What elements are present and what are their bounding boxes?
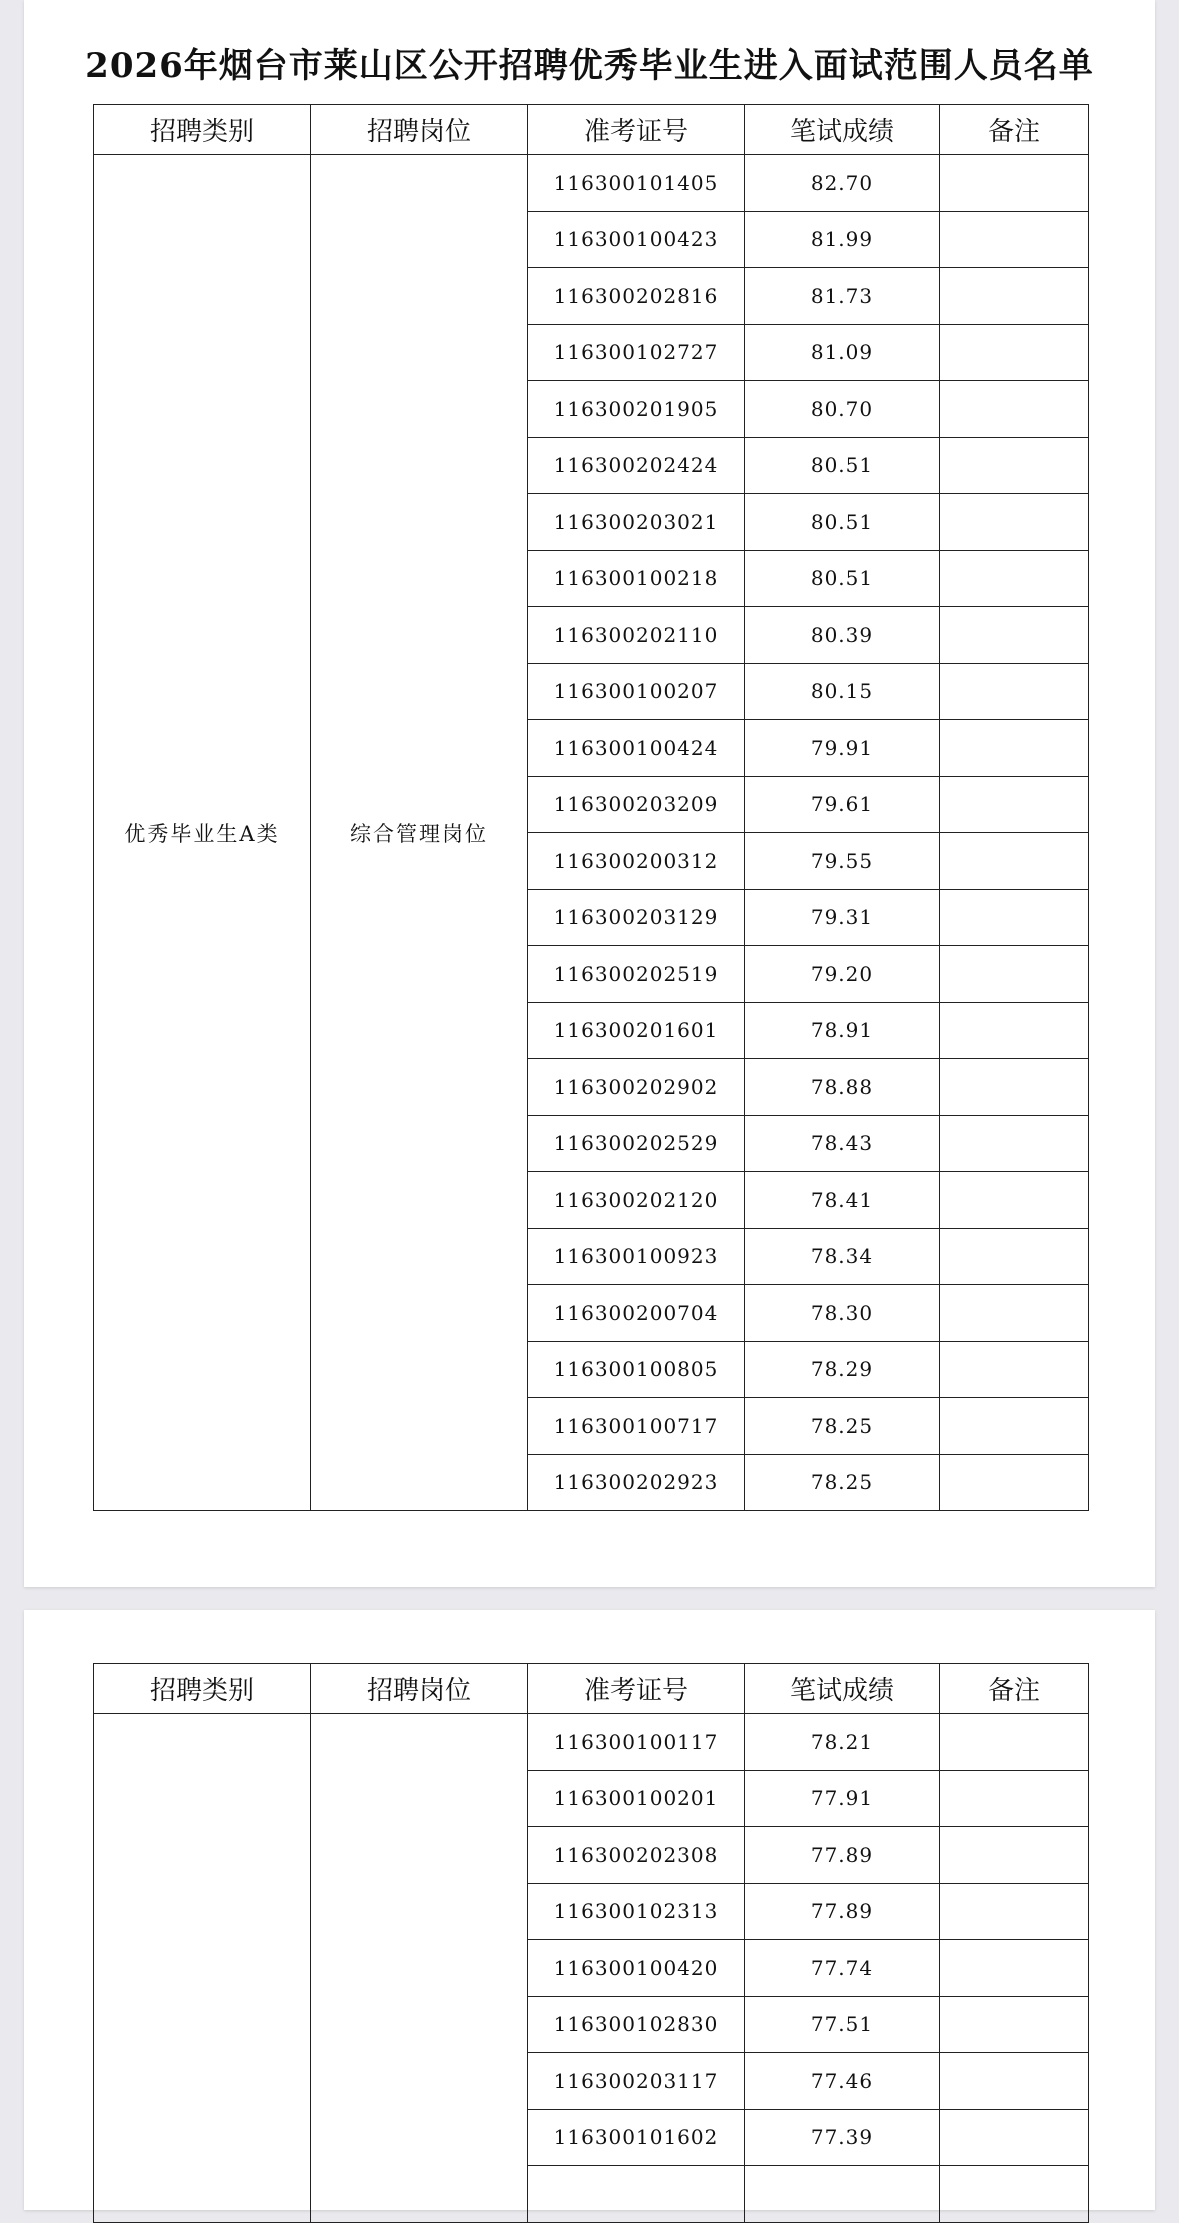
exam-id-cell: 116300202519	[528, 946, 745, 1003]
exam-id-cell: 116300100201	[528, 1770, 745, 1827]
score-cell: 79.31	[745, 889, 940, 946]
score-cell: 80.70	[745, 381, 940, 438]
score-cell: 81.99	[745, 211, 940, 268]
score-cell: 80.15	[745, 663, 940, 720]
candidate-table-continued	[93, 1663, 1089, 2223]
exam-id-cell: 116300100423	[528, 211, 745, 268]
exam-id-cell: 116300100717	[528, 1398, 745, 1455]
remarks-cell	[940, 2166, 1089, 2223]
exam-id-cell: 116300202308	[528, 1827, 745, 1884]
score-cell: 77.89	[745, 1827, 940, 1884]
document-page-2	[24, 1610, 1155, 2210]
exam-id-cell: 116300202110	[528, 607, 745, 664]
score-cell: 82.70	[745, 155, 940, 212]
remarks-cell	[940, 2109, 1089, 2166]
remarks-cell	[940, 1454, 1089, 1511]
exam-id-cell: 116300202529	[528, 1115, 745, 1172]
remarks-cell	[940, 211, 1089, 268]
remarks-cell	[940, 1002, 1089, 1059]
remarks-cell	[940, 1827, 1089, 1884]
exam-id-cell: 116300200704	[528, 1285, 745, 1342]
header-category: 招聘类别	[94, 1664, 311, 1714]
category-cell: 优秀毕业生A类	[94, 155, 311, 1511]
table-header-row	[94, 1664, 1089, 1714]
exam-id-cell: 116300203117	[528, 2053, 745, 2110]
exam-id-cell: 116300102313	[528, 1883, 745, 1940]
exam-id-cell: 116300100207	[528, 663, 745, 720]
remarks-cell	[940, 1940, 1089, 1997]
remarks-cell	[940, 607, 1089, 664]
score-cell: 78.29	[745, 1341, 940, 1398]
exam-id-cell: 116300102727	[528, 324, 745, 381]
exam-id-cell: 116300202923	[528, 1454, 745, 1511]
score-cell: 78.88	[745, 1059, 940, 1116]
remarks-cell	[940, 1398, 1089, 1455]
exam-id-cell: 116300202902	[528, 1059, 745, 1116]
score-cell: 78.21	[745, 1714, 940, 1771]
exam-id-cell	[528, 2166, 745, 2223]
remarks-cell	[940, 833, 1089, 890]
score-cell: 81.09	[745, 324, 940, 381]
position-cell	[311, 1714, 528, 2223]
score-cell: 80.39	[745, 607, 940, 664]
score-cell: 77.91	[745, 1770, 940, 1827]
remarks-cell	[940, 324, 1089, 381]
exam-id-cell: 116300203021	[528, 494, 745, 551]
exam-id-cell: 116300101405	[528, 155, 745, 212]
score-cell	[745, 2166, 940, 2223]
score-cell: 79.20	[745, 946, 940, 1003]
remarks-cell	[940, 1172, 1089, 1229]
score-cell: 80.51	[745, 437, 940, 494]
exam-id-cell: 116300201601	[528, 1002, 745, 1059]
position-cell: 综合管理岗位	[311, 155, 528, 1511]
score-cell: 78.91	[745, 1002, 940, 1059]
score-cell: 80.51	[745, 494, 940, 551]
exam-id-cell: 116300203129	[528, 889, 745, 946]
header-written-score: 笔试成绩	[745, 1664, 940, 1714]
score-cell: 78.25	[745, 1398, 940, 1455]
score-cell: 77.51	[745, 1996, 940, 2053]
document-page-1	[24, 0, 1155, 1587]
remarks-cell	[940, 2053, 1089, 2110]
table-header-row	[94, 105, 1089, 155]
exam-id-cell: 116300202424	[528, 437, 745, 494]
remarks-cell	[940, 663, 1089, 720]
remarks-cell	[940, 1770, 1089, 1827]
remarks-cell	[940, 1059, 1089, 1116]
exam-id-cell: 116300100420	[528, 1940, 745, 1997]
score-cell: 80.51	[745, 550, 940, 607]
document-title: 2026年烟台市莱山区公开招聘优秀毕业生进入面试范围人员名单	[85, 46, 1094, 86]
candidate-table	[93, 104, 1089, 1511]
remarks-cell	[940, 1285, 1089, 1342]
remarks-cell	[940, 1883, 1089, 1940]
header-exam-id: 准考证号	[528, 105, 745, 155]
remarks-cell	[940, 1228, 1089, 1285]
table-row	[94, 155, 1089, 212]
remarks-cell	[940, 1115, 1089, 1172]
score-cell: 78.41	[745, 1172, 940, 1229]
exam-id-cell: 116300102830	[528, 1996, 745, 2053]
remarks-cell	[940, 268, 1089, 325]
exam-id-cell: 116300200312	[528, 833, 745, 890]
remarks-cell	[940, 946, 1089, 1003]
score-cell: 79.55	[745, 833, 940, 890]
remarks-cell	[940, 776, 1089, 833]
header-remarks: 备注	[940, 1664, 1089, 1714]
remarks-cell	[940, 155, 1089, 212]
score-cell: 77.74	[745, 1940, 940, 1997]
remarks-cell	[940, 1714, 1089, 1771]
score-cell: 78.30	[745, 1285, 940, 1342]
score-cell: 78.25	[745, 1454, 940, 1511]
score-cell: 77.89	[745, 1883, 940, 1940]
remarks-cell	[940, 1996, 1089, 2053]
remarks-cell	[940, 1341, 1089, 1398]
exam-id-cell: 116300202816	[528, 268, 745, 325]
exam-id-cell: 116300202120	[528, 1172, 745, 1229]
remarks-cell	[940, 550, 1089, 607]
remarks-cell	[940, 381, 1089, 438]
exam-id-cell: 116300100424	[528, 720, 745, 777]
header-remarks: 备注	[940, 105, 1089, 155]
score-cell: 77.39	[745, 2109, 940, 2166]
exam-id-cell: 116300100923	[528, 1228, 745, 1285]
remarks-cell	[940, 889, 1089, 946]
category-cell	[94, 1714, 311, 2223]
score-cell: 78.43	[745, 1115, 940, 1172]
exam-id-cell: 116300203209	[528, 776, 745, 833]
remarks-cell	[940, 494, 1089, 551]
exam-id-cell: 116300100805	[528, 1341, 745, 1398]
remarks-cell	[940, 720, 1089, 777]
score-cell: 81.73	[745, 268, 940, 325]
score-cell: 78.34	[745, 1228, 940, 1285]
exam-id-cell: 116300101602	[528, 2109, 745, 2166]
header-position: 招聘岗位	[311, 1664, 528, 1714]
header-written-score: 笔试成绩	[745, 105, 940, 155]
remarks-cell	[940, 437, 1089, 494]
score-cell: 79.61	[745, 776, 940, 833]
table-row	[94, 1714, 1089, 1771]
header-category: 招聘类别	[94, 105, 311, 155]
score-cell: 77.46	[745, 2053, 940, 2110]
header-position: 招聘岗位	[311, 105, 528, 155]
header-exam-id: 准考证号	[528, 1664, 745, 1714]
exam-id-cell: 116300201905	[528, 381, 745, 438]
exam-id-cell: 116300100218	[528, 550, 745, 607]
score-cell: 79.91	[745, 720, 940, 777]
exam-id-cell: 116300100117	[528, 1714, 745, 1771]
